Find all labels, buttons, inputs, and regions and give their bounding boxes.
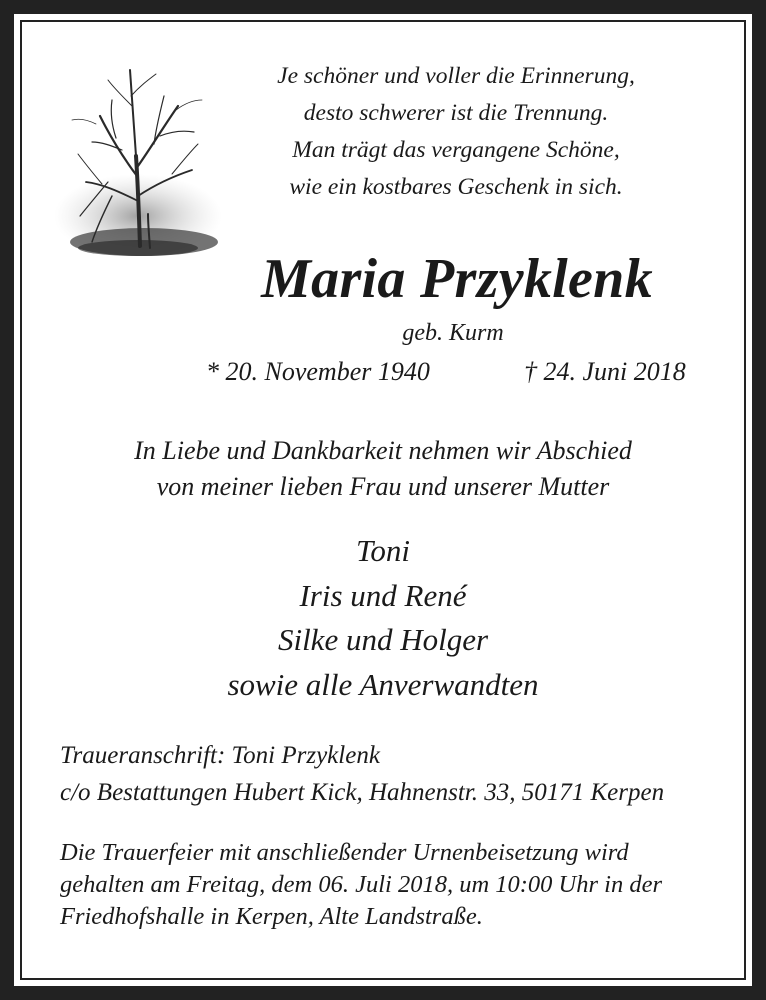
death-date: † 24. Juni 2018 — [524, 357, 686, 386]
mourner-name: Silke und Holger — [277, 622, 489, 657]
mourner-name: sowie alle Anverwandten — [227, 666, 539, 702]
maiden-name: geb. Kurm — [402, 320, 504, 346]
ceremony-line: Friedhofshalle in Kerpen, Alte Landstraße. — [60, 903, 483, 930]
ceremony-line: Die Trauerfeier mit anschließender Urnenbeisetzung wird — [60, 839, 629, 866]
mourning-address — [60, 737, 740, 811]
poem-line: wie ein kostbares Geschenk in sich. — [289, 174, 623, 200]
address-line: Traueranschrift: Toni Przyklenk — [60, 742, 380, 769]
memorial-poem — [230, 58, 682, 206]
poem-line: desto schwerer ist die Trennung. — [303, 100, 609, 126]
farewell-text — [40, 433, 726, 505]
funeral-ceremony-info — [60, 837, 740, 933]
farewell-line: In Liebe und Dankbarkeit nehmen wir Abschied — [134, 436, 632, 465]
farewell-line: von meiner lieben Frau und unserer Mutter — [156, 472, 610, 501]
poem-line: Je schöner und voller die Erinnerung, — [277, 63, 635, 89]
mourner-name: Iris und René — [299, 577, 467, 613]
birth-date: * 20. November 1940 — [206, 357, 430, 386]
poem-line: Man trägt das vergangene Schöne, — [292, 137, 620, 163]
address-line: c/o Bestattungen Hubert Kick, Hahnenstr. 33, 50171 Kerpen — [60, 779, 665, 806]
mourner-name: Toni — [355, 533, 410, 568]
ceremony-line: gehalten am Freitag, dem 06. Juli 2018, um 10:00 Uhr in der — [60, 871, 662, 898]
deceased-name: Maria Przyklenk — [261, 248, 653, 310]
mourners-list — [40, 529, 726, 707]
tree-icon — [52, 66, 224, 270]
